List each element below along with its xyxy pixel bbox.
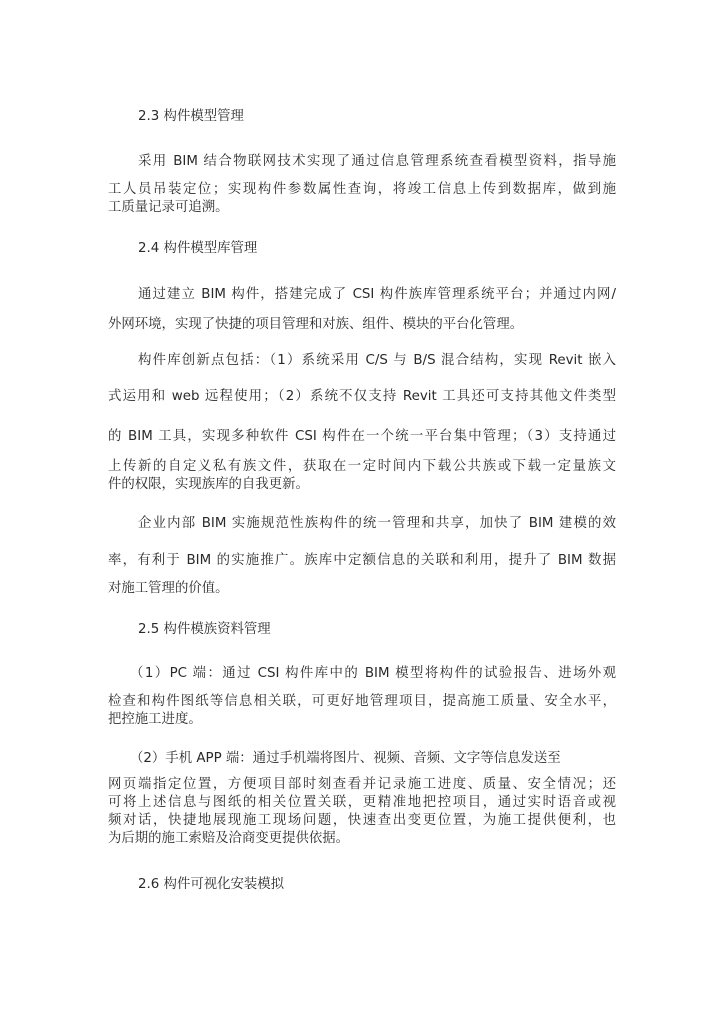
text-line: 可将上述信息与图纸的相关位置关联，更精准地把控项目，通过实时语音或视 [108,795,616,810]
text-line: 为后期的施工索赔及洽商变更提供依据。 [108,831,350,846]
text-line: 网页端指定位置，方便项目部时刻查看并记录施工进度、质量、安全情况；还 [108,777,616,792]
text-line: 上传新的自定义私有族文件，获取在一定时间内下载公共族或下载一定量族文 [108,459,616,474]
text-line: 式运用和 web 远程使用；（2）系统不仅支持 Revit 工具还可支持其他文件类型 [108,389,616,404]
text-line: 件的权限，实现族库的自我更新。 [108,477,309,492]
paragraph-2-5-2 [108,750,616,848]
paragraph-2-5-1 [108,665,616,729]
paragraph-2-3-1 [108,153,616,217]
text-line: 构件库创新点包括：（1）系统采用 C/S 与 B/S 混合结构，实现 Revit 嵌入 [138,353,616,368]
section-heading-2-4: 2.4 构件模型库管理 [138,241,258,256]
text-line: 对施工管理的价值。 [108,581,229,596]
text-line: 检查和构件图纸等信息相关联，可更好地管理项目，提高施工质量、安全水平， [108,694,616,709]
text-line: 的 BIM 工具，实现多种软件 CSI 构件在一个统一平台集中管理；（3）支持通过 [108,429,616,444]
text-line: （2）手机 APP 端：通过手机端将图片、视频、音频、文字等信息发送至 [130,751,561,766]
text-line: （1）PC 端：通过 CSI 构件库中的 BIM 模型将构件的试验报告、进场外观 [130,666,616,681]
paragraph-2-4-2 [108,352,616,494]
paragraph-2-4-1 [108,286,616,334]
section-heading-2-5: 2.5 构件模族资料管理 [138,622,271,637]
text-line: 工人员吊装定位；实现构件参数属性查询，将竣工信息上传到数据库，做到施 [108,182,616,197]
text-line: 外网环境，实现了快捷的项目管理和对族、组件、模块的平台化管理。 [108,317,524,332]
text-line: 工质量记录可追溯。 [108,200,229,215]
text-line: 率，有利于 BIM 的实施推广。族库中定额信息的关联和利用，提升了 BIM 数据 [108,553,616,568]
paragraph-2-4-3 [108,515,616,598]
text-line: 通过建立 BIM 构件，搭建完成了 CSI 构件族库管理系统平台；并通过内网/ [138,287,616,302]
section-heading-2-3: 2.3 构件模型管理 [138,109,244,124]
text-line: 频对话，快捷地展现施工现场问题，快速查出变更位置，为施工提供便利，也 [108,813,616,828]
text-line: 采用 BIM 结合物联网技术实现了通过信息管理系统查看模型资料，指导施 [138,154,616,169]
text-line: 企业内部 BIM 实施规范性族构件的统一管理和共享，加快了 BIM 建模的效 [138,516,616,531]
text-line: 把控施工进度。 [108,712,202,727]
section-heading-2-6: 2.6 构件可视化安装模拟 [138,877,285,892]
